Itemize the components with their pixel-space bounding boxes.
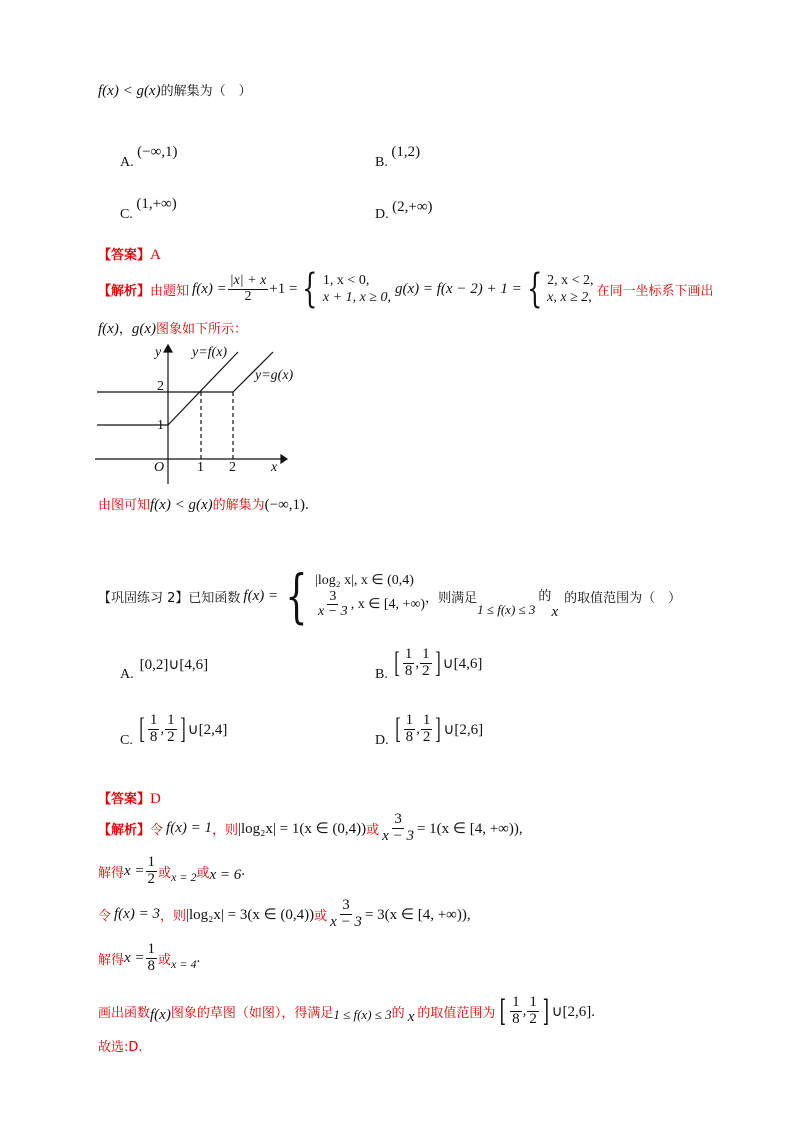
- s5-cond: 1 ≤ f(x) ≤ 3: [333, 1007, 392, 1022]
- s5-lbracket: [: [500, 993, 507, 1029]
- s4-den: 8: [147, 957, 156, 974]
- s5-text3: 的取值范围为: [417, 1005, 496, 1021]
- f-curve-label: y=f(x): [192, 345, 228, 360]
- q2-option-b-rbracket: ]: [434, 646, 441, 679]
- q2-option-c-rbracket: ]: [179, 712, 186, 745]
- s4-end: .: [196, 949, 201, 966]
- q1-analysis-intro: 由题知: [150, 283, 190, 299]
- q1-conclusion: [98, 494, 309, 514]
- s4-fraction: [146, 942, 158, 975]
- q1-option-c: [120, 196, 177, 223]
- s4-huo: 或: [158, 952, 172, 968]
- s3-num: 3: [342, 896, 350, 913]
- q2-tag: 【巩固练习 2】: [98, 590, 189, 606]
- q1-answer-tag: 【答案】: [98, 248, 151, 263]
- f-right-branch: [168, 352, 238, 425]
- s3-eq2: = 3(x ∈ [4, +∞)),: [364, 906, 471, 923]
- tick-y1: 1: [157, 418, 164, 433]
- s5-frac2: [527, 995, 539, 1028]
- g-curve-label: y=g(x): [255, 368, 294, 383]
- q2-condition: 1 ≤ f(x) ≤ 3: [477, 602, 536, 617]
- q2-case2-fraction: [316, 590, 350, 620]
- q2-option-b-frac1: [403, 647, 415, 680]
- q2-f-lhs: f(x) =: [243, 587, 279, 604]
- g-case2: x, x ≥ 2,: [547, 290, 592, 305]
- s3-ling: 令: [98, 908, 112, 924]
- q1-analysis-line2: [98, 318, 247, 338]
- line2-g: g(x): [131, 321, 156, 337]
- q2-option-d-frac1: [404, 713, 416, 746]
- s3-ze: ，则: [159, 908, 186, 924]
- q2-option-c-frac1-num: 1: [149, 711, 158, 728]
- s4-x: x =: [124, 949, 145, 966]
- q2-option-b-frac2-den: 2: [422, 662, 430, 679]
- s5-frac1-num: 1: [512, 993, 520, 1010]
- f-case2: x + 1, x ≥ 0,: [322, 290, 391, 305]
- s5-frac2-den: 2: [529, 1010, 537, 1027]
- q2-option-d-tail: ∪[2,6]: [443, 721, 484, 738]
- q1-option-a-label: A.: [120, 155, 134, 170]
- f-def-denominator: 2: [244, 288, 252, 304]
- q2-final: [98, 1036, 143, 1055]
- s5-text1: 画出函数: [98, 1005, 151, 1021]
- q2-option-c-label: C.: [120, 733, 133, 748]
- q2-option-c-frac2: [165, 713, 177, 746]
- q1-answer: [98, 244, 161, 264]
- q1-option-b-value: (1,2): [391, 144, 421, 160]
- q2-option-c-frac1-den: 8: [149, 728, 158, 745]
- q2-option-b-tail: ∪[4,6]: [442, 655, 483, 672]
- s4-text: 解得: [98, 952, 125, 968]
- q2-ask: 的取值范围为（ ）: [564, 590, 682, 606]
- tick-y2: 2: [157, 379, 164, 394]
- q2-option-d-frac2-den: 2: [422, 728, 431, 745]
- x-axis-arrow: [281, 455, 287, 463]
- conclusion-text1: 由图可知: [98, 498, 151, 513]
- q2-option-b-frac1-num: 1: [404, 645, 413, 662]
- q2-analysis-line2: [98, 852, 245, 890]
- q2-stem: [98, 562, 682, 630]
- s3-math: f(x) = 3: [114, 905, 160, 922]
- q2-option-d-frac1-den: 8: [405, 728, 414, 745]
- q2-option-d-frac1-num: 1: [405, 711, 414, 728]
- s3-huo: 或: [314, 908, 328, 924]
- q2-option-b-lbracket: [: [394, 646, 400, 679]
- line2-sep: ，: [118, 322, 132, 337]
- q2-answer: [98, 788, 161, 808]
- f-cases-brace: {: [302, 266, 318, 312]
- q2-option-b-frac1-den: 8: [404, 662, 413, 679]
- q1-option-d: [375, 199, 433, 223]
- q2-option-c-frac2-den: 2: [167, 728, 175, 745]
- q2-analysis-line3: [98, 894, 471, 934]
- q2-intro: 已知函数: [188, 590, 241, 606]
- q2-option-b: [375, 646, 482, 680]
- q1-analysis-line1: [98, 266, 714, 312]
- q2-option-a-value: [0,2]∪[4,6]: [139, 657, 209, 673]
- x-axis-label: x: [271, 460, 278, 475]
- q2-option-d-rbracket: ]: [435, 712, 442, 745]
- q2-option-b-frac2-num: 1: [422, 645, 430, 662]
- s1-den: x − 3: [382, 827, 414, 844]
- s1-eq2: = 1(x ∈ [4, +∞)),: [416, 820, 523, 837]
- s5-frac2-num: 1: [529, 993, 537, 1010]
- s1-huo: 或: [366, 822, 380, 838]
- s3-den: x − 3: [330, 913, 362, 930]
- q2-answer-tag: 【答案】: [98, 792, 151, 807]
- q1-stem-text: 的解集为（ ）: [160, 84, 252, 99]
- s2-x: x =: [124, 862, 145, 879]
- q2-option-a: [120, 655, 209, 682]
- s5-tail: ∪[2,6].: [551, 1003, 596, 1020]
- s5-rbracket: ]: [542, 993, 549, 1029]
- f-cases: [323, 272, 391, 307]
- q2-option-c-tail: ∪[2,4]: [187, 721, 228, 738]
- s2-den: 2: [147, 870, 156, 887]
- line2-f: f(x): [98, 321, 119, 337]
- s4-v2: x = 4: [171, 956, 197, 971]
- q2-option-d-frac2-num: 1: [422, 711, 431, 728]
- q2-option-d: [375, 712, 483, 746]
- function-graph: [95, 338, 315, 490]
- q2-case2-num: 3: [329, 588, 337, 604]
- s1-ling: 令: [150, 822, 164, 838]
- q2-after-def: ，则满足: [425, 590, 478, 606]
- f-def-lhs: f(x) =: [192, 280, 227, 297]
- q2-analysis-line5: [98, 988, 595, 1034]
- s1-eq1: |log₂x| = 1(x ∈ (0,4)): [237, 820, 367, 837]
- q1-option-a: [120, 144, 178, 171]
- q2-case2: [315, 590, 425, 620]
- q2-option-d-lbracket: [: [394, 712, 401, 745]
- q2-option-b-frac2: [420, 647, 432, 680]
- q1-option-b-label: B.: [375, 155, 388, 170]
- q1-stem-math: f(x) < g(x): [98, 83, 161, 99]
- conclusion-text2: 的解集为: [212, 498, 265, 513]
- q2-option-c-lbracket: [: [139, 712, 145, 745]
- s2-end: .: [241, 862, 246, 879]
- s2-huo1: 或: [158, 865, 172, 881]
- s5-math: f(x): [150, 1006, 171, 1023]
- q2-var: x: [551, 603, 559, 620]
- q2-de: 的: [538, 588, 552, 604]
- g-def: g(x) = f(x − 2) + 1 =: [394, 280, 522, 297]
- g-cases: [547, 272, 593, 307]
- s1-math: f(x) = 1: [166, 819, 212, 836]
- q2-option-d-frac2: [421, 713, 433, 746]
- q2-answer-value: D: [150, 791, 161, 807]
- s2-num: 1: [147, 853, 156, 870]
- q1-analysis-tail: 在同一坐标系下画出: [596, 283, 714, 299]
- f-case1: 1, x < 0,: [322, 272, 370, 288]
- s5-text2: 图象的草图（如图），得满足: [170, 1005, 334, 1021]
- f-def-numerator: |x| + x: [229, 272, 267, 288]
- q2-option-c: [120, 712, 227, 746]
- s5-frac1: [510, 995, 522, 1028]
- q1-option-d-value: (2,+∞): [392, 199, 433, 215]
- y-axis-label: y: [155, 345, 162, 360]
- s5-de: 的: [391, 1005, 405, 1021]
- f-def-plus: +1 =: [269, 280, 298, 297]
- tick-x2: 2: [229, 460, 236, 475]
- q2-cases-brace: {: [285, 562, 308, 630]
- q2-option-c-comma: ,: [160, 720, 165, 737]
- q2-option-d-comma: ,: [416, 720, 420, 737]
- q2-option-d-label: D.: [375, 733, 389, 748]
- q1-option-c-label: C.: [120, 207, 133, 222]
- tick-x1: 1: [197, 460, 204, 475]
- s5-frac1-den: 8: [512, 1010, 520, 1027]
- final-text: 故选:D.: [98, 1040, 143, 1055]
- conclusion-value: (−∞,1).: [264, 497, 309, 513]
- conclusion-math: f(x) < g(x): [150, 497, 213, 513]
- q1-stem: [98, 80, 252, 100]
- q1-analysis-tag: 【解析】: [98, 283, 151, 299]
- q2-case1: |log₂ x|, x ∈ (0,4): [315, 573, 414, 589]
- s2-fraction: [146, 855, 158, 888]
- s2-huo2: 或: [196, 865, 210, 881]
- s2-v3: x = 6: [209, 866, 242, 883]
- s5-comma: ,: [522, 1002, 527, 1019]
- q2-option-a-label: A.: [120, 666, 134, 682]
- q2-option-b-label: B.: [375, 667, 388, 682]
- s2-text: 解得: [98, 865, 125, 881]
- s1-fraction: [380, 812, 416, 845]
- q2-analysis-line4: [98, 938, 200, 978]
- q2-option-b-comma: ,: [415, 654, 420, 671]
- q2-analysis-line1: [98, 806, 523, 850]
- s1-ze: ，则: [211, 822, 238, 838]
- q1-option-b: [375, 144, 421, 171]
- q2-option-c-frac2-num: 1: [167, 711, 175, 728]
- q2-cases: [315, 572, 425, 620]
- s4-num: 1: [147, 940, 156, 957]
- q2-option-c-frac1: [148, 713, 160, 746]
- g-case1: 2, x < 2,: [547, 272, 594, 288]
- q2-analysis-tag: 【解析】: [98, 822, 151, 838]
- s2-v2: x = 2: [171, 869, 197, 884]
- s3-eq1: |log₂x| = 3(x ∈ (0,4)): [185, 906, 315, 923]
- q1-option-d-label: D.: [375, 207, 389, 222]
- g-cases-brace: {: [526, 266, 543, 312]
- s3-fraction: [328, 898, 364, 931]
- line2-text: 图象如下所示：: [156, 322, 248, 337]
- q2-case2-tail: , x ∈ [4, +∞): [350, 597, 426, 612]
- y-axis-arrow: [164, 345, 172, 352]
- q1-option-a-value: (−∞,1): [137, 144, 178, 160]
- s1-num: 3: [394, 810, 402, 827]
- q2-case2-den: x − 3: [318, 604, 348, 620]
- origin-label: O: [154, 460, 165, 475]
- s5-var: x: [407, 1008, 415, 1025]
- f-def-fraction: [228, 274, 269, 304]
- q1-option-c-value: (1,+∞): [136, 196, 177, 212]
- q1-answer-value: A: [150, 247, 161, 263]
